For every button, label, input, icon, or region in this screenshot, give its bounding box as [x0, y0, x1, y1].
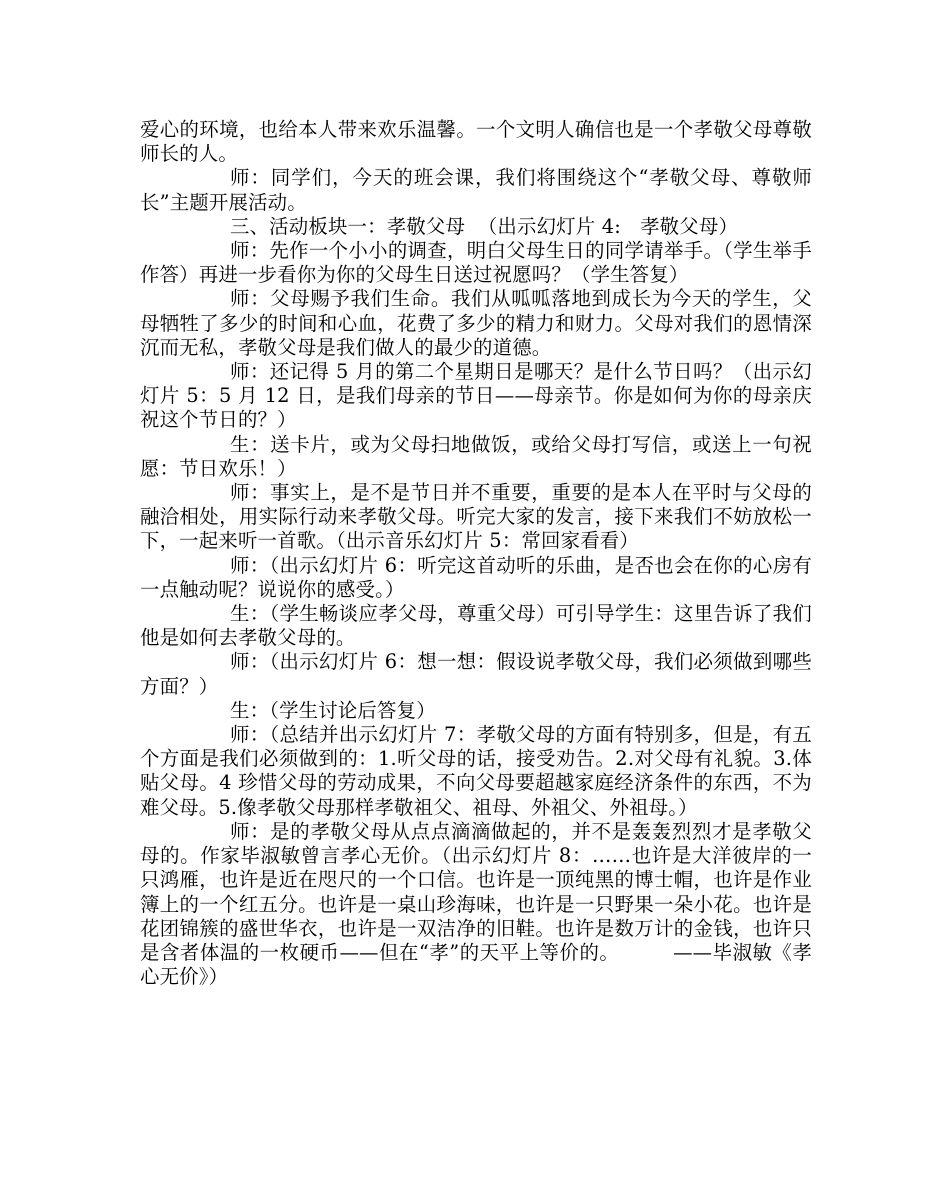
- paragraph-7: 生：送卡片，或为父母扫地做饭，或给父母打写信，或送上一句祝愿：节日欢乐！）: [140, 432, 812, 480]
- document-body: [140, 118, 812, 989]
- paragraph-9: 师：（出示幻灯片 6：听完这首动听的乐曲，是否也会在你的心房有一点触动呢？说说你的感受。）: [140, 553, 812, 601]
- paragraph-6: 师：还记得 5 月的第二个星期日是哪天？是什么节日吗？（出示幻灯片 5：5 月 12 日，是我们母亲的节日——母亲节。你是如何为你的母亲庆祝这个节日的？）: [140, 360, 812, 432]
- paragraph-4: 师：先作一个小小的调查，明白父母生日的同学请举手。（学生举手作答）再进一步看你为你的父母生日送过祝愿吗？（学生答复）: [140, 239, 812, 287]
- paragraph-2: 师：同学们，今天的班会课，我们将围绕这个“孝敬父母、尊敬师长”主题开展活动。: [140, 166, 812, 214]
- paragraph-14: 师：是的孝敬父母从点点滴滴做起的，并不是轰轰烈烈才是孝敬父母的。作家毕淑敏曾言孝心无价。（出示幻灯片 8：……也许是大洋彼岸的一只鸿雁，也许是近在咫尺的一个口信。也许是一顶纯黑的博士帽，也许是作业簿上的一个红五分。也许是一桌山珍海味，也许是一只野果一朵小花。也许是花团锦簇的盛世华衣，也许是一双洁净的旧鞋。也许是数万计的金钱，也许只是含者体温的一枚硬币——但在“孝”的天平上等价的。 ——毕淑敏《孝心无价》）: [140, 819, 812, 989]
- paragraph-1: 爱心的环境，也给本人带来欢乐温馨。一个文明人确信也是一个孝敬父母尊敬师长的人。: [140, 118, 812, 166]
- paragraph-5: 师：父母赐予我们生命。我们从呱呱落地到成长为今天的学生，父母牺牲了多少的时间和心血，花费了多少的精力和财力。父母对我们的恩情深沉而无私，孝敬父母是我们做人的最少的道德。: [140, 287, 812, 359]
- paragraph-11: 师：（出示幻灯片 6：想一想：假设说孝敬父母，我们必须做到哪些方面？）: [140, 650, 812, 698]
- paragraph-10: 生：（学生畅谈应孝父母，尊重父母）可引导学生：这里告诉了我们他是如何去孝敬父母的。: [140, 602, 812, 650]
- paragraph-8: 师：事实上，是不是节日并不重要，重要的是本人在平时与父母的融洽相处，用实际行动来孝敬父母。听完大家的发言，接下来我们不妨放松一下，一起来听一首歌。（出示音乐幻灯片 5：常回家看看）: [140, 481, 812, 553]
- paragraph-3: 三、活动板块一：孝敬父母 （出示幻灯片 4: 孝敬父母）: [230, 214, 739, 238]
- paragraph-12: 生：（学生讨论后答复）: [230, 698, 436, 722]
- paragraph-13: 师：（总结并出示幻灯片 7：孝敬父母的方面有特别多，但是，有五个方面是我们必须做到的：1.听父母的话，接受劝告。2.对父母有礼貌。3.体贴父母。4 珍惜父母的劳动成果，不向父母要超越家庭经济条件的东西，不为难父母。5.像孝敬父母那样孝敬祖父、祖母、外祖父、外祖母。）: [140, 723, 812, 819]
